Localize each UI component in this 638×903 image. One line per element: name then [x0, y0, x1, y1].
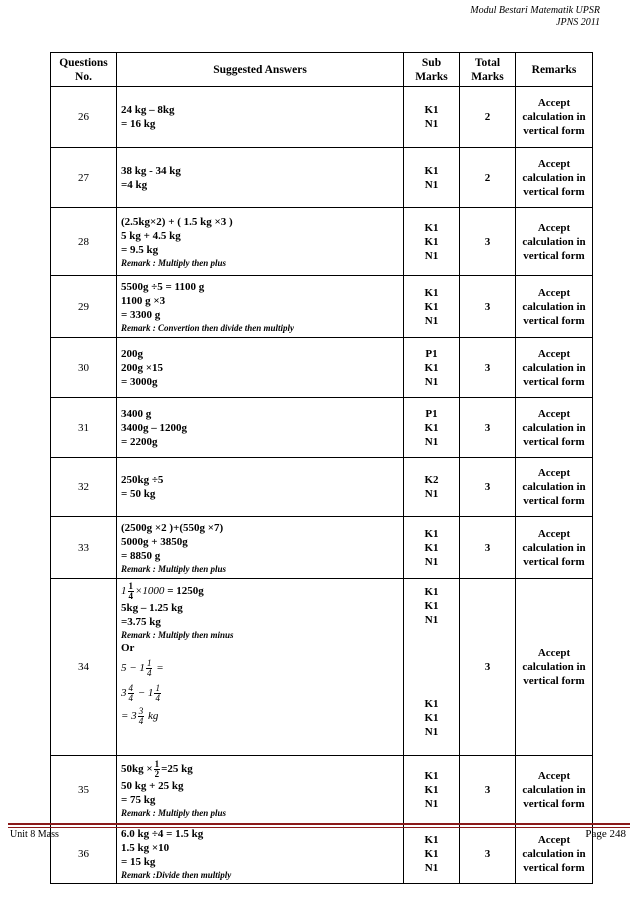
- mark: K1: [424, 286, 439, 299]
- remark: Accept calculation in vertical form: [516, 148, 593, 208]
- table-row: [51, 579, 593, 756]
- remark: Accept calculation in vertical form: [516, 87, 593, 148]
- answer-line: = 15 kg: [121, 855, 156, 868]
- answer-line: 5kg – 1.25 kg: [121, 602, 183, 614]
- question-number: 34: [51, 579, 117, 756]
- total-marks: 2: [460, 148, 516, 208]
- col-remarks: Remarks: [516, 53, 593, 87]
- remark: Accept calculation in vertical form: [516, 756, 593, 824]
- mark: K2: [424, 474, 439, 486]
- mark: K1: [424, 541, 439, 554]
- answer-remark: Remark : Convertion then divide then multiply: [121, 322, 295, 333]
- answer-cell: [117, 756, 404, 824]
- answer-remark: Remark : Multiply then plus: [121, 257, 227, 268]
- sub-marks: [404, 517, 460, 579]
- answer-line: (2500g ×2 )+(550g ×7): [121, 521, 224, 534]
- answer-line: = 16 kg: [121, 118, 156, 130]
- header-subtitle: JPNS 2011: [556, 17, 600, 28]
- answer-line: =4 kg: [121, 178, 148, 191]
- answer-cell: [117, 338, 404, 398]
- mark: N1: [424, 726, 439, 738]
- answer-line: 1100 g ×3: [121, 294, 166, 307]
- answer-line: =3.75 kg: [121, 616, 161, 628]
- col-answers: Suggested Answers: [117, 53, 404, 87]
- answer-cell: [117, 579, 404, 756]
- remark: Accept calculation in vertical form: [516, 338, 593, 398]
- question-number: 30: [51, 338, 117, 398]
- answer-line: 250kg ÷5: [121, 474, 164, 486]
- total-marks: 3: [460, 398, 516, 458]
- question-number: 26: [51, 87, 117, 148]
- mark: N1: [424, 178, 439, 191]
- answer-line: 38 kg - 34 kg: [121, 164, 181, 177]
- col-total-marks: Total Marks: [460, 53, 516, 87]
- mark: K1: [424, 769, 439, 782]
- question-number: 36: [51, 824, 117, 884]
- footer-divider: [8, 827, 630, 828]
- question-number: 31: [51, 398, 117, 458]
- table-row: [51, 208, 593, 276]
- table-row: [51, 458, 593, 517]
- mark: N1: [424, 861, 439, 874]
- mark: K1: [424, 164, 439, 177]
- mark: N1: [424, 118, 439, 130]
- answer-line: 50 kg + 25 kg: [121, 780, 184, 792]
- mark: K1: [424, 361, 439, 374]
- question-number: 29: [51, 276, 117, 338]
- total-marks: 3: [460, 458, 516, 517]
- total-marks: 2: [460, 87, 516, 148]
- remark: Accept calculation in vertical form: [516, 276, 593, 338]
- total-marks: 3: [460, 276, 516, 338]
- fraction: $\frac{4}{4}$: [128, 683, 133, 703]
- answer-cell: [117, 87, 404, 148]
- answer-line: = 3300 g: [121, 308, 161, 321]
- sub-marks: [404, 148, 460, 208]
- mark: P1: [425, 347, 438, 360]
- table-row: [51, 148, 593, 208]
- spacer: [408, 627, 455, 697]
- sub-marks: [404, 338, 460, 398]
- table-row: [51, 756, 593, 824]
- total-marks: 3: [460, 756, 516, 824]
- answer-text: = 1250g: [167, 585, 204, 598]
- total-marks: 3: [460, 338, 516, 398]
- answer-key-table: [50, 52, 593, 884]
- sub-marks: [404, 579, 460, 756]
- mark: K1: [424, 300, 439, 313]
- page-number: Page 248: [585, 828, 626, 840]
- table-row: [51, 338, 593, 398]
- answer-cell: [117, 398, 404, 458]
- mark: N1: [424, 488, 439, 500]
- answer-remark: Remark : Multiply then plus: [121, 808, 227, 818]
- answer-line: 3 $\frac{4}{4}$ − 1 $\frac{1}{4}$: [121, 683, 160, 703]
- fraction: $\frac{1}{4}$: [155, 683, 160, 703]
- answer-cell: [117, 517, 404, 579]
- mark: K1: [424, 235, 439, 248]
- sub-marks: [404, 276, 460, 338]
- mark: N1: [424, 249, 439, 262]
- fraction: $\frac{1}{4}$: [128, 581, 133, 601]
- footer-divider: [8, 823, 630, 825]
- mark: P1: [425, 407, 438, 420]
- mark: K1: [424, 104, 439, 116]
- answer-line: = 8850 g: [121, 549, 161, 562]
- answer-line: = 75 kg: [121, 794, 156, 806]
- mark: K1: [424, 600, 439, 612]
- mark: K1: [424, 698, 439, 710]
- answer-cell: [117, 208, 404, 276]
- remark: Accept calculation in vertical form: [516, 458, 593, 517]
- mark: K1: [424, 833, 439, 846]
- mark: K1: [424, 221, 439, 234]
- mark: N1: [424, 614, 439, 626]
- mark: K1: [424, 712, 439, 724]
- answer-line: 1.5 kg ×10: [121, 841, 170, 854]
- remark: Accept calculation in vertical form: [516, 517, 593, 579]
- question-number: 33: [51, 517, 117, 579]
- header-title: Modul Bestari Matematik UPSR: [470, 5, 600, 16]
- mark: N1: [424, 435, 439, 448]
- total-marks: 3: [460, 579, 516, 756]
- answer-line: 5000g + 3850g: [121, 535, 188, 548]
- sub-marks: [404, 87, 460, 148]
- question-number: 32: [51, 458, 117, 517]
- col-sub-marks: Sub Marks: [404, 53, 460, 87]
- footer-unit: Unit 8 Mass: [10, 829, 59, 840]
- table-row: [51, 87, 593, 148]
- answer-cell: [117, 824, 404, 884]
- remark: Accept calculation in vertical form: [516, 824, 593, 884]
- mark: N1: [424, 375, 439, 388]
- table-row: [51, 398, 593, 458]
- total-marks: 3: [460, 208, 516, 276]
- fraction: $\frac{1}{2}$: [154, 759, 160, 779]
- fraction: $\frac{1}{4}$: [146, 658, 152, 678]
- answer-line: 3400 g: [121, 407, 152, 420]
- answer-text: =25 kg: [161, 763, 193, 776]
- answer-line: 3400g – 1200g: [121, 421, 187, 434]
- answer-remark: Remark : Multiply then minus: [121, 630, 234, 640]
- table-row: [51, 517, 593, 579]
- answer-cell: [117, 148, 404, 208]
- sub-marks: [404, 398, 460, 458]
- answer-line: 24 kg – 8kg: [121, 104, 175, 116]
- answer-line: 5 kg + 4.5 kg: [121, 229, 181, 242]
- mark: K1: [424, 847, 439, 860]
- table-header-row: [51, 53, 593, 87]
- table-row: [51, 824, 593, 884]
- remark: Accept calculation in vertical form: [516, 579, 593, 756]
- total-marks: 3: [460, 824, 516, 884]
- answer-line: = 2200g: [121, 435, 158, 448]
- answer-line: Or: [121, 642, 135, 654]
- question-number: 27: [51, 148, 117, 208]
- answer-remark: Remark :Divide then multiply: [121, 869, 232, 880]
- answer-remark: Remark : Multiply then plus: [121, 563, 227, 574]
- answer-line: 5 − 1 $\frac{1}{4}$ =: [121, 658, 164, 678]
- answer-cell: [117, 458, 404, 517]
- page-header: [470, 5, 600, 29]
- answer-line: (2.5kg×2) + ( 1.5 kg ×3 ): [121, 215, 233, 228]
- fraction: $\frac{3}{4}$: [138, 706, 144, 726]
- col-questions: Questions No.: [51, 53, 117, 87]
- mark: N1: [424, 797, 439, 810]
- remark: Accept calculation in vertical form: [516, 208, 593, 276]
- remark: Accept calculation in vertical form: [516, 398, 593, 458]
- question-number: 35: [51, 756, 117, 824]
- mark: K1: [424, 421, 439, 434]
- total-marks: 3: [460, 517, 516, 579]
- answer-line: 6.0 kg ÷4 = 1.5 kg: [121, 827, 204, 840]
- question-number: 28: [51, 208, 117, 276]
- answer-line: = 3 $\frac{3}{4}$ kg: [121, 706, 159, 726]
- mark: K1: [424, 586, 439, 598]
- mark: K1: [424, 527, 439, 540]
- answer-line: = 3000g: [121, 375, 158, 388]
- mark: N1: [424, 555, 439, 568]
- answer-line: 50kg × $\frac{1}{2}$ =25 kg: [121, 759, 193, 779]
- mark: N1: [424, 314, 439, 327]
- sub-marks: [404, 458, 460, 517]
- answer-cell: [117, 276, 404, 338]
- answer-line: 200g: [121, 347, 143, 360]
- sub-marks: [404, 208, 460, 276]
- answer-line: = 50 kg: [121, 488, 156, 500]
- table-row: [51, 276, 593, 338]
- answer-line: 200g ×15: [121, 361, 164, 374]
- answer-line: 5500g ÷5 = 1100 g: [121, 280, 205, 293]
- sub-marks: [404, 824, 460, 884]
- answer-line: 1 $\frac{1}{4}$ ×1000 = 1250g: [121, 581, 204, 601]
- answer-line: = 9.5 kg: [121, 243, 159, 256]
- sub-marks: [404, 756, 460, 824]
- mark: K1: [424, 783, 439, 796]
